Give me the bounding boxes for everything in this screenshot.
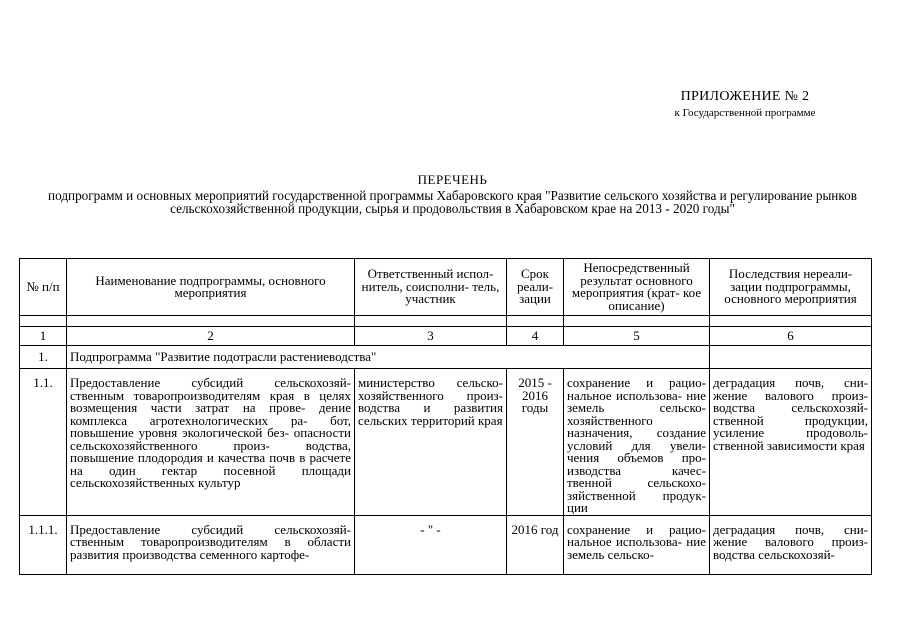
header-num: № п/п (20, 259, 67, 316)
document-title: ПЕРЕЧЕНЬ (417, 172, 488, 187)
appendix-title: ПРИЛОЖЕНИЕ № 2 (680, 89, 810, 104)
section-name: Подпрограмма "Развитие подотрасли растениеводства" (67, 346, 710, 369)
row-executor: - " - (355, 515, 507, 574)
column-number: 5 (564, 327, 710, 346)
section-row (20, 346, 872, 369)
row-executor: министерство сельско- хозяйственного произ- водства и развития сельских территорий края (355, 369, 507, 516)
table-header-row (20, 259, 872, 316)
column-number-row (20, 327, 872, 346)
header-consequence: Последствия нереали- зации подпрограммы, основного мероприятия (710, 259, 872, 316)
row-term: 2016 год (507, 515, 564, 574)
section-number: 1. (20, 346, 67, 369)
row-consequence: деградация почв, сни- жение валового произ- водства сельскохозяй- (710, 515, 872, 574)
row-name: Предоставление субсидий сельскохозяй- ственным товаропроизводителям в области развития производства семенного картофе- (67, 515, 355, 574)
column-number: 3 (355, 327, 507, 346)
header-executor: Ответственный испол- нитель, соисполни- тель, участник (355, 259, 507, 316)
document-subtitle: подпрограмм и основных мероприятий государственной программы Хабаровского края "Развитие сельского хозяйства и регулирование рынков сельскохозяйственной продукции, сырья и продовольствия в Хабаровском крае на 2013 - 2020 годы" (48, 188, 857, 216)
column-number: 6 (710, 327, 872, 346)
column-number: 1 (20, 327, 67, 346)
appendix-block (640, 89, 850, 119)
programs-table (19, 258, 872, 575)
row-result: сохранение и рацио- нальное использова- ние земель сельско- (564, 515, 710, 574)
row-term: 2015 - 2016 годы (507, 369, 564, 516)
table-gap-row (20, 316, 872, 327)
row-number: 1.1.1. (20, 515, 67, 574)
row-name: Предоставление субсидий сельскохозяй- ственным товаропроизводителям края в целях возмещения части затрат на прове- дение комплекса агротехнологических ра- бот, повышение уровня экологической без- опасности сельскохозяйственного произ- водства, повышение плодородия и качества почв в расчете на один гектар посевной площади сельскохозяйственных культур (67, 369, 355, 516)
header-result: Непосредственный результат основного мероприятия (крат- кое описание) (564, 259, 710, 316)
row-consequence: деградация почв, сни- жение валового произ- водства сельскохозяй- ственной продукции, усиление продоволь- ственной зависимости края (710, 369, 872, 516)
column-number: 4 (507, 327, 564, 346)
appendix-subtitle: к Государственной программе (674, 107, 816, 119)
table-row (20, 369, 872, 516)
header-name: Наименование подпрограммы, основного мероприятия (67, 259, 355, 316)
row-number: 1.1. (20, 369, 67, 516)
table-row (20, 515, 872, 574)
row-result: сохранение и рацио- нальное использова- ние земель сельско- хозяйственного назначения, создание условий для увели- чения объемов про- изводства качес- твенной сельскохо- зяйственной продук- ции (564, 369, 710, 516)
header-term: Срок реали- зации (507, 259, 564, 316)
column-number: 2 (67, 327, 355, 346)
